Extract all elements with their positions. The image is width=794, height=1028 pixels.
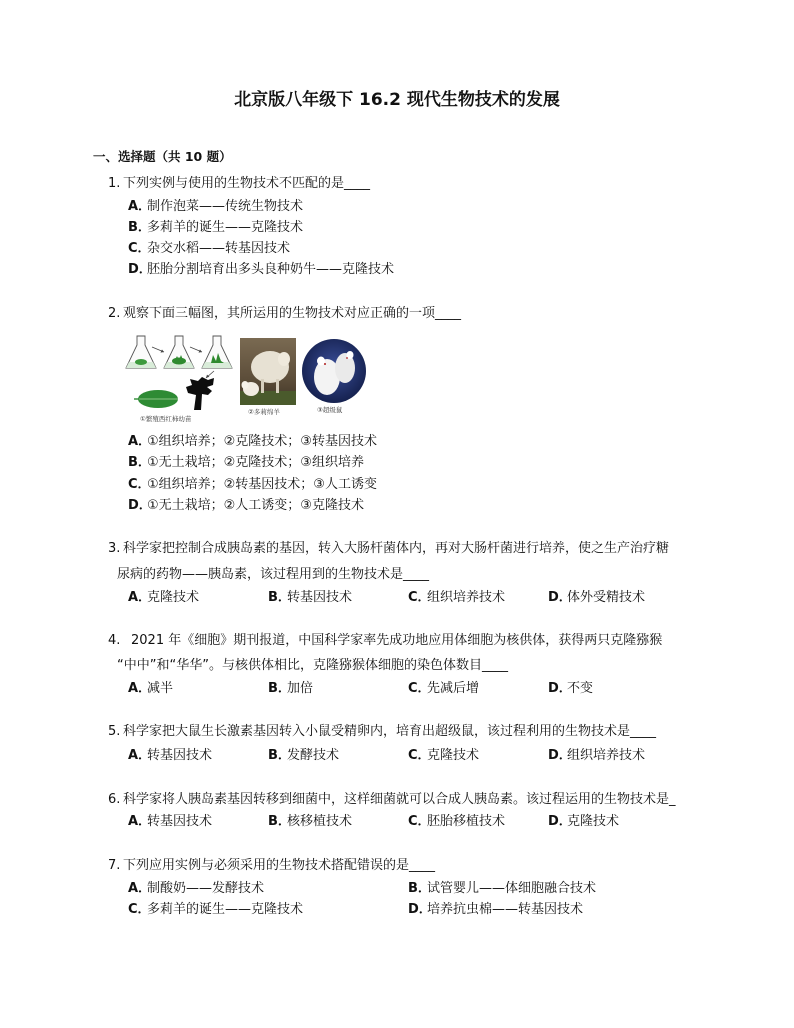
option-letter: B． [128, 455, 151, 470]
option-letter: D． [548, 590, 572, 605]
question-5 [108, 724, 656, 740]
option-letter: D． [548, 681, 572, 696]
question-stem: 观察下面三幅图，其所运用的生物技术对应正确的一项____ [123, 306, 462, 321]
arrow-icon [152, 347, 164, 353]
q2-option-a [128, 434, 377, 450]
option-text: 体外受精技术 [567, 590, 646, 605]
option-letter: B． [268, 814, 291, 829]
option-text: ①组织培养；②克隆技术；③转基因技术 [147, 434, 377, 449]
q3-option-c [408, 590, 505, 606]
q5-option-a [128, 748, 212, 764]
flask-icon [164, 336, 194, 368]
flask-icon [202, 336, 232, 368]
option-letter: C． [128, 902, 151, 917]
arrow-icon [190, 347, 202, 353]
seedling-silhouette [186, 377, 214, 410]
question-number: 4. [108, 633, 121, 648]
question-stem: 2021 年《细胞》期刊报道，中国科学家率先成功地应用体细胞为核供体，获得两只克隆猕猴 [131, 633, 663, 648]
q6-option-c [408, 814, 505, 830]
option-letter: D． [548, 814, 572, 829]
figure-caption-1: ①繁殖西红柿幼苗 [140, 415, 192, 423]
option-text: 制作泡菜——传统生物技术 [147, 199, 304, 214]
option-text: 加倍 [287, 681, 314, 696]
q5-option-c [408, 748, 479, 764]
option-text: 转基因技术 [147, 748, 213, 763]
q6-option-b [268, 814, 352, 830]
option-text: 多莉羊的诞生——克隆技术 [147, 220, 304, 235]
q4-option-a [128, 681, 173, 697]
option-letter: D． [548, 748, 572, 763]
q1-option-a [128, 199, 303, 215]
question-stem: 下列实例与使用的生物技术不匹配的是____ [123, 176, 371, 191]
option-text: 先减后增 [427, 681, 480, 696]
arrow-icon [206, 371, 214, 378]
question-2-figure [122, 333, 372, 425]
option-text: 多莉羊的诞生——克隆技术 [147, 902, 304, 917]
option-text: 核移植技术 [287, 814, 353, 829]
option-text: 胚胎分割培育出多头良种奶牛——克隆技术 [147, 262, 395, 277]
question-number: 1. [108, 176, 121, 191]
q4-option-d [548, 681, 593, 697]
q2-option-b [128, 455, 364, 471]
option-text: 试管婴儿——体细胞融合技术 [427, 881, 597, 896]
mouse-photo [302, 339, 366, 403]
question-number: 6. [108, 792, 121, 807]
question-stem: 科学家将人胰岛素基因转移到细菌中，这样细菌就可以合成人胰岛素。该过程运用的生物技术是_ [123, 792, 676, 807]
option-letter: A． [128, 881, 152, 896]
option-letter: B． [128, 220, 151, 235]
option-letter: A． [128, 434, 152, 449]
option-text: 克隆技术 [147, 590, 200, 605]
option-letter: B． [268, 590, 291, 605]
option-text: ①无土栽培；②克隆技术；③组织培养 [147, 455, 364, 470]
question-stem: 下列应用实例与必须采用的生物技术搭配错误的是____ [123, 858, 436, 873]
section-heading: 一、选择题（共 10 题） [93, 149, 232, 164]
q1-option-b [128, 220, 303, 236]
option-text: 转基因技术 [287, 590, 353, 605]
question-2 [108, 306, 461, 322]
option-letter: C． [128, 241, 151, 256]
question-number: 2. [108, 306, 121, 321]
question-stem: 科学家把控制合成胰岛素的基因，转入大肠杆菌体内，再对大肠杆菌进行培养，使之生产治疗糖 [123, 541, 670, 556]
q6-option-d [548, 814, 619, 830]
option-letter: A． [128, 590, 152, 605]
q3-option-a [128, 590, 199, 606]
option-letter: B． [268, 681, 291, 696]
option-letter: A． [128, 199, 152, 214]
q1-option-d [128, 262, 394, 278]
q7-option-c [128, 902, 303, 918]
question-number: 3. [108, 541, 121, 556]
figure-caption-3: ③超级鼠 [317, 406, 343, 414]
option-letter: D． [408, 902, 432, 917]
q5-option-b [268, 748, 339, 764]
question-stem-continuation: “中中”和“华华”。与核供体相比，克隆猕猴体细胞的染色体数目____ [117, 658, 508, 673]
q3-option-d [548, 590, 645, 606]
option-text: 不变 [567, 681, 594, 696]
option-text: 发酵技术 [287, 748, 340, 763]
q5-option-d [548, 748, 645, 764]
q1-option-c [128, 241, 290, 257]
option-letter: A． [128, 748, 152, 763]
option-text: 转基因技术 [147, 814, 213, 829]
question-stem: 科学家把大鼠生长激素基因转入小鼠受精卵内，培育出超级鼠，该过程利用的生物技术是____ [123, 724, 657, 739]
option-letter: C． [408, 590, 431, 605]
option-letter: A． [128, 681, 152, 696]
q2-option-c [128, 477, 377, 493]
option-text: 培养抗虫棉——转基因技术 [427, 902, 584, 917]
document-title: 北京版八年级下 16.2 现代生物技术的发展 [234, 90, 560, 110]
question-4 [108, 633, 662, 649]
option-text: ①无土栽培；②人工诱变；③克隆技术 [147, 498, 364, 513]
option-letter: C． [408, 681, 431, 696]
option-letter: B． [408, 881, 431, 896]
question-stem-continuation: 尿病的药物——胰岛素，该过程用到的生物技术是____ [117, 567, 430, 582]
option-text: 减半 [147, 681, 174, 696]
q4-option-c [408, 681, 479, 697]
option-letter: D． [128, 498, 152, 513]
q3-option-b [268, 590, 352, 606]
flask-icon [126, 336, 156, 368]
option-text: 胚胎移植技术 [427, 814, 506, 829]
option-text: 制酸奶——发酵技术 [147, 881, 265, 896]
option-text: 杂交水稻——转基因技术 [147, 241, 291, 256]
option-letter: B． [268, 748, 291, 763]
option-letter: A． [128, 814, 152, 829]
q2-option-d [128, 498, 364, 514]
figure-caption-2: ②多莉绵羊 [248, 408, 280, 416]
question-number: 5. [108, 724, 121, 739]
leaf-icon [134, 390, 178, 408]
option-letter: C． [128, 477, 151, 492]
option-text: 克隆技术 [427, 748, 480, 763]
option-text: 组织培养技术 [427, 590, 506, 605]
q6-option-a [128, 814, 212, 830]
q7-option-a [128, 881, 264, 897]
option-letter: C． [408, 814, 431, 829]
option-letter: C． [408, 748, 431, 763]
q7-option-b [408, 881, 596, 897]
question-number: 7. [108, 858, 121, 873]
q4-option-b [268, 681, 313, 697]
option-text: ①组织培养；②转基因技术；③人工诱变 [147, 477, 377, 492]
option-text: 克隆技术 [567, 814, 620, 829]
option-text: 组织培养技术 [567, 748, 646, 763]
question-1 [108, 176, 370, 192]
question-7 [108, 858, 435, 874]
question-6 [108, 792, 676, 808]
q7-option-d [408, 902, 583, 918]
sheep-photo [240, 338, 296, 405]
question-3 [108, 541, 669, 557]
option-letter: D． [128, 262, 152, 277]
